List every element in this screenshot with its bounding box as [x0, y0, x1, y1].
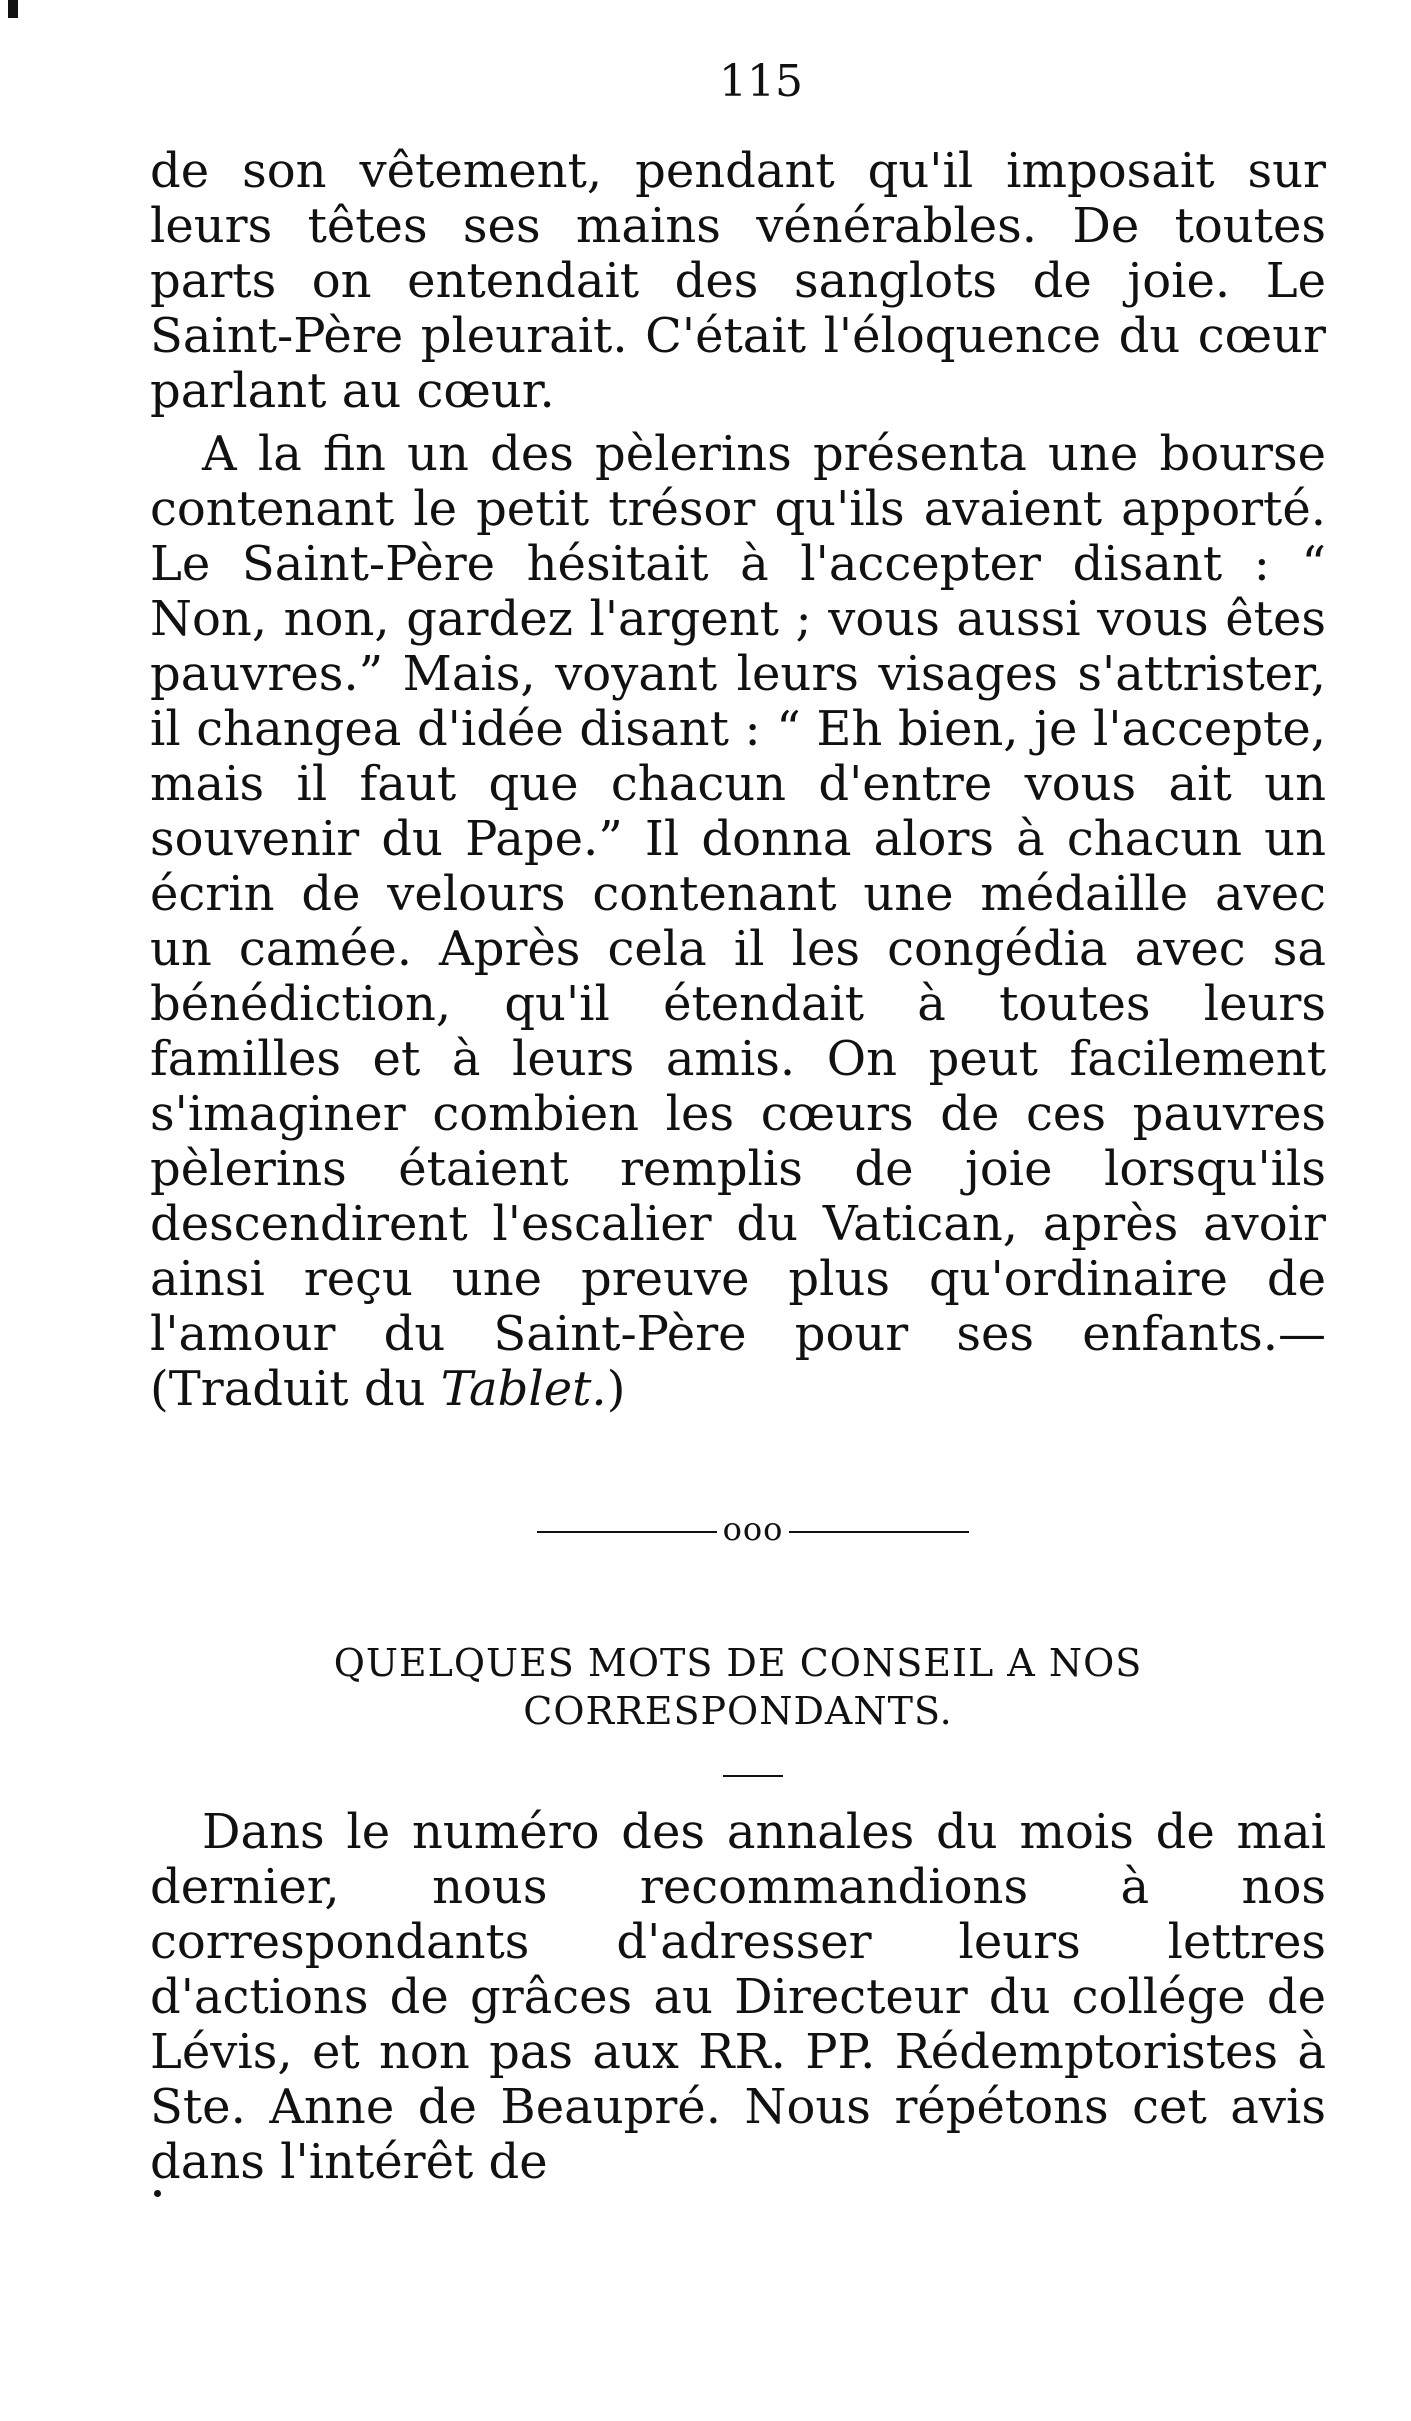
- corner-mark: [8, 0, 18, 18]
- section-separator: [150, 1509, 1326, 1549]
- article-body: [150, 144, 1326, 1417]
- book-page: [150, 56, 1326, 2190]
- page-number: 115: [719, 56, 803, 107]
- separator-rule-left: [537, 1531, 717, 1533]
- section-heading: QUELQUES MOTS DE CONSEIL A NOS CORRESPONDANTS.: [333, 1641, 1143, 1733]
- ink-speck: [154, 2190, 161, 2197]
- paragraph-3: Dans le numéro des annales du mois de mai dernier, nous recommandions à nos correspondants d'adresser leurs lettres d'actions de grâces au Directeur du collége de Lévis, et non pas aux RR. PP. Rédemptoristes à Ste. Anne de Beaupré. Nous répétons cet avis dans l'intérêt de: [150, 1804, 1326, 2190]
- source-title: Tablet.: [440, 1361, 607, 1417]
- section-body: [150, 1805, 1326, 2190]
- heading-rule: [723, 1775, 783, 1777]
- paragraph-1: de son vêtement, pendant qu'il imposait sur leurs têtes ses mains vénérables. De toutes parts on entendait des sanglots de joie. Le Saint-Père pleurait. C'était l'éloquence du cœur parlant au cœur.: [150, 143, 1326, 419]
- paragraph-2: [150, 427, 1326, 1417]
- separator-ooo: ooo: [722, 1510, 784, 1548]
- separator-rule-right: [789, 1531, 969, 1533]
- paragraph-2-text: A la fin un des pèlerins présenta une bourse contenant le petit trésor qu'ils avaient apporté. Le Saint-Père hésitait à l'accepter disant : “ Non, non, gardez l'argent ; vous aussi vous êtes pauvres.” Mais, voyant leurs visages s'attrister, il changea d'idée disant : “ Eh bien, je l'accepte, mais il faut que chacun d'entre vous ait un souvenir du Pape.” Il donna alors à chacun un écrin de velours contenant une médaille avec un camée. Après cela il les congédia avec sa bénédiction, qu'il étendait à toutes leurs familles et à leurs amis. On peut facilement s'imaginer combien les cœurs de ces pauvres pèlerins étaient remplis de joie lorsqu'ils descendirent l'escalier du Vatican, après avoir ainsi reçu une preuve plus qu'ordinaire de l'amour du Saint-Père pour ses enfants.—(Traduit du: [150, 426, 1326, 1417]
- paragraph-2-close: ): [606, 1361, 626, 1417]
